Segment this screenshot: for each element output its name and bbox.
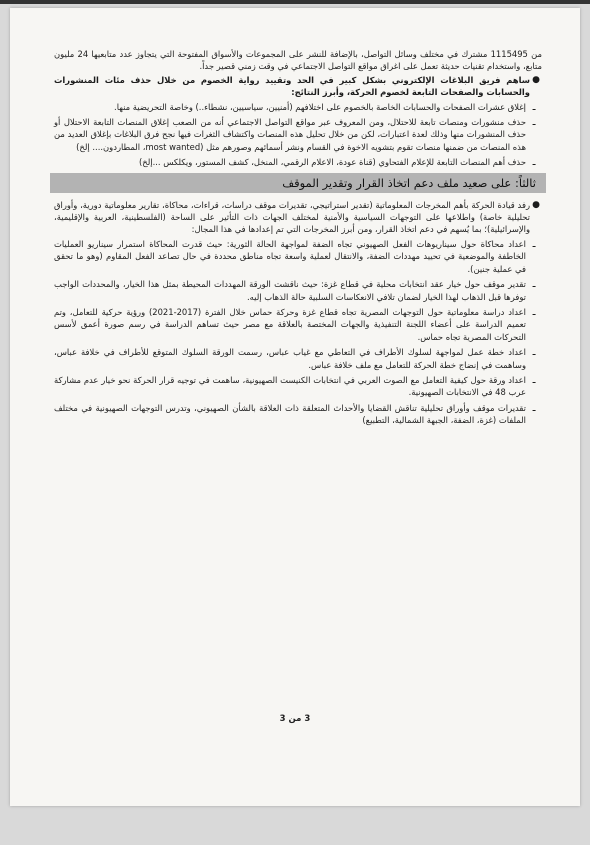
list-item-text: حذف منشورات ومنصات تابعة للاحتلال، ومن المعروف عبر مواقع التواصل الاجتماعي أنه من الصعب إغلاق المنصات التابعة الاحتلال أو حذف المنشورات منها وذلك لعدة اعتبارات، لكن من خلال تحليل هذه المنصات واكتشاف الثغرات فيها نجح فرق البلاغات بإغلاق العديد من هذه المنصات من ضمنها منصات تقوم بتشويه الاخوة في القسام ونشر أسمائهم وصورهم مثل (most wanted، المطاردون.... إلخ) xyxy=(54,117,526,152)
list-item xyxy=(54,156,542,168)
list-item-text: إغلاق عشرات الصفحات والحسابات الخاصة بالخصوم على اختلافهم (أمنيين، سياسيين، نشطاء..) وخاصة التحريضية منها. xyxy=(114,101,526,112)
dash-marker-icon: ـ xyxy=(532,279,536,290)
top-edge-bar xyxy=(0,0,590,4)
list-item-text: اعداد دراسة معلوماتية حول التوجهات المصرية تجاه قطاع غزة وحركة حماس خلال الفترة (2017-2021) ورؤية حركية للتعامل، وتم تعميم الدراسة على أعضاء اللجنة التنفيذية والجهات المختصة بالعلاقة مع مصر حيث تساهم الدراسة في رسم صورة أعمق لأسس التحركات المصرية تجاه حماس. xyxy=(54,306,526,342)
decision-outputs-list xyxy=(54,238,542,427)
page-content xyxy=(54,48,542,430)
list-item-text: اعداد ورقة حول كيفية التعامل مع الصوت العربي في انتخابات الكنيست الصهيونية، ساهمت في توجيه قرار الحركة نحو خيار عدم مشاركة عرب 48 في الانتخابات الصهيونية. xyxy=(54,374,526,398)
dash-marker-icon: ـ xyxy=(532,117,536,128)
document-page xyxy=(10,8,580,806)
list-item xyxy=(54,238,542,275)
list-item-text: اعداد محاكاة حول سيناريوهات الفعل الصهيوني تجاه الضفة لمواجهة الحالة الثورية: حيث قدرت المحاكاة استمرار سيناريو العمليات الخاطفة والموضعية في تحييد مهددات الضفة، والانتقال لعملية واسعة تجاه مناطق محددة في حال تصاعد الفعل المقاوم (وهو ما تحقق في عملية جنين). xyxy=(54,238,526,274)
list-item xyxy=(54,101,542,113)
section-heading: ثالثاً: على صعيد ملف دعم اتخاذ القرار وتقدير الموقف xyxy=(50,173,546,193)
dash-marker-icon: ـ xyxy=(532,157,536,168)
bullet-decision-support xyxy=(54,199,542,236)
page-number: 3 من 3 xyxy=(279,714,311,724)
dash-marker-icon: ـ xyxy=(532,306,536,317)
dash-marker-icon: ـ xyxy=(532,374,536,385)
list-item xyxy=(54,374,542,399)
dash-marker-icon: ـ xyxy=(532,402,536,413)
list-item-text: اعداد خطة عمل لمواجهة لسلوك الأطراف في التعاطي مع غياب عباس، رسمت الورقة السلوك المتوقع للأطراف في خلافة عباس، وساهمت في إنضاج خطة الحركة للتعامل مع ملف خلافة عباس. xyxy=(54,347,526,370)
list-item-text: تقدير موقف حول خيار عقد انتخابات محلية في قطاع غزة: حيث ناقشت الورقة المهددات المحيطة بمثل هذا الخيار، والمحددات الواجب توفرها قبل الذهاب لهذا الخيار لضمان تلافي الانعكاسات السلبية حالة الذهاب إليه. xyxy=(54,279,526,302)
dash-marker-icon: ـ xyxy=(532,347,536,358)
bullet-decision-support-text: رفد قيادة الحركة بأهم المخرجات المعلوماتية (تقدير استراتيجي، تقديرات موقف دراسات، قراءات، محاكاة، تقارير معلوماتية دورية، وأوراق تحليلية خاصة) واطلاعها على التوجهات السياسية والأمنية لمختلف الجهات ذات التأثير على الساحة (الفلسطينية، العربية والإقليمية، والإسرائيلية)؛ بما يُسهم في دعم اتخاذ القرار، ومن أبرز المخرجات التي تم إعدادها في هذا المجال: xyxy=(54,199,530,235)
reporting-results-list xyxy=(54,101,542,169)
dash-marker-icon: ـ xyxy=(532,238,536,249)
bullet-dot-icon: ● xyxy=(532,74,540,85)
bullet-dot-icon: ● xyxy=(532,199,540,210)
list-item xyxy=(54,116,542,153)
list-item-text: تقديرات موقف وأوراق تحليلية تناقش القضايا والأحداث المتعلقة ذات العلاقة بالشأن الصهيوني، وتدرس التوجهات الصهيونية في مختلف الملفات (غزة، الضفة، الجبهة الشمالية، التطبيع) xyxy=(54,402,526,426)
list-item xyxy=(54,278,542,303)
list-item-text: حذف أهم المنصات التابعة للإعلام الفتحاوي (قناة عودة، الاعلام الرقمي، المنخل، كشف المستور، ويكلكس ...إلخ) xyxy=(139,157,526,168)
bullet-reporting-team xyxy=(54,74,542,99)
list-item xyxy=(54,402,542,427)
bullet-reporting-team-text: ساهم فريق البلاغات الإلكتروني بشكل كبير في الحد وتقييد رواية الخصوم من خلال حذف مئات المنشورات والحسابات والصفحات التابعة لخصوم الحركة، وأبرز النتائج: xyxy=(54,74,530,98)
list-item xyxy=(54,306,542,343)
dash-marker-icon: ـ xyxy=(532,101,536,112)
list-item xyxy=(54,346,542,371)
intro-paragraph: من 1115495 مشترك في مختلف وسائل التواصل، بالإضافة للنشر على المجموعات والأسواق المفتوحة التي يتجاوز عدد متابعيها 24 مليون متابع، واستخدام تقنيات حديثة تعمل على اغراق مواقع التواصل الاجتماعي في وقت زمني قصير جداً. xyxy=(54,49,542,72)
